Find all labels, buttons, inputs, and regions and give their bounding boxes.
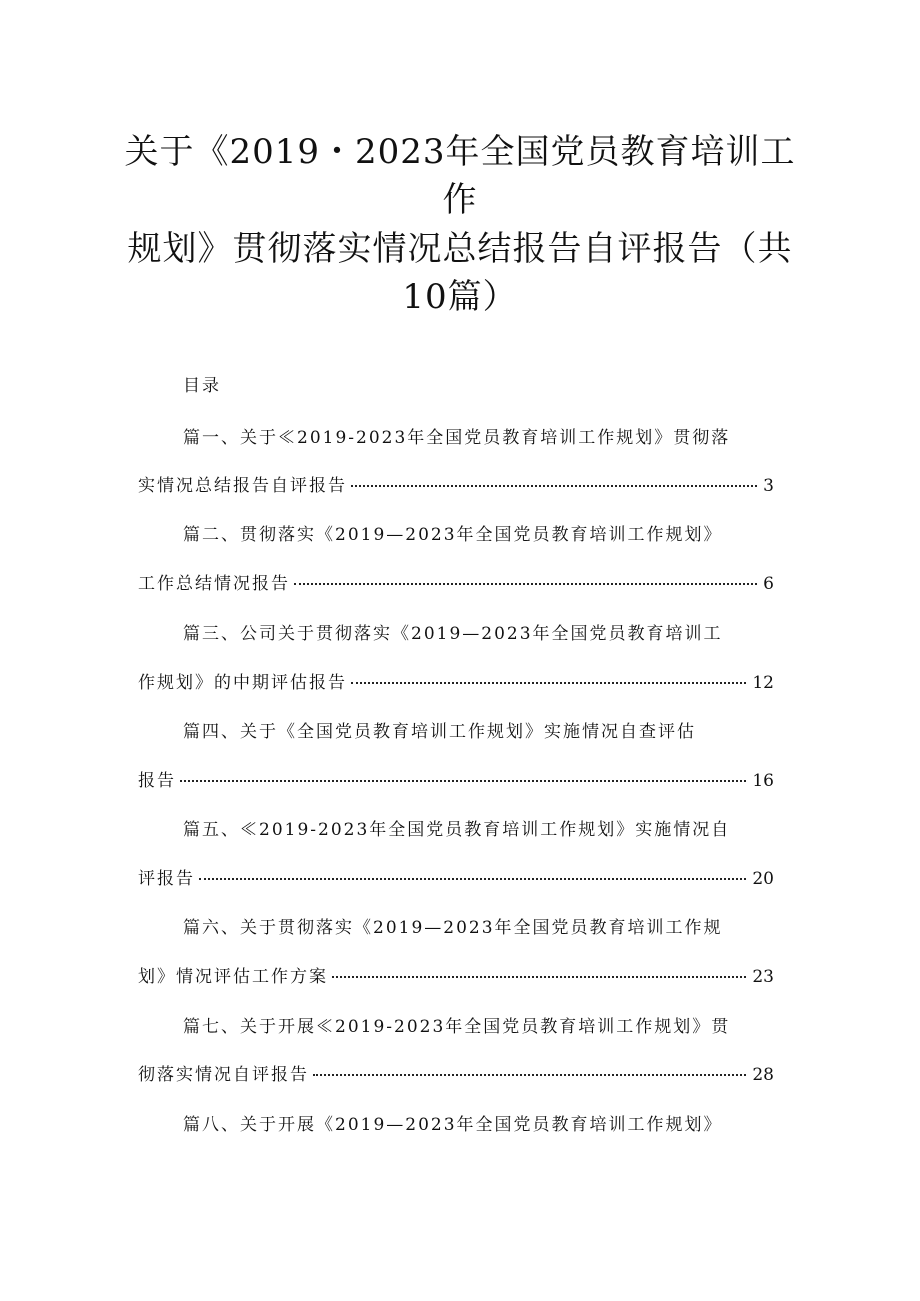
toc-entry-7-line-2[interactable] (138, 1061, 774, 1089)
toc-entry-1-page-number: 3 (763, 476, 774, 496)
toc-entry-6-line-2[interactable] (138, 963, 774, 991)
toc-entry-1-line-2[interactable] (138, 472, 774, 500)
toc-leader-dots (351, 483, 757, 487)
toc-entry-7-line-1: 篇七、关于开展≪2019-2023年全国党员教育培训工作规划》贯 (183, 1017, 731, 1037)
toc-entry-1-title-tail: 实情况总结报告自评报告 (138, 476, 347, 496)
toc-leader-dots (313, 1072, 746, 1076)
toc-entry-1-line-1: 篇一、关于≪2019-2023年全国党员教育培训工作规划》贯彻落 (183, 428, 731, 448)
toc-entry-5-page-number: 20 (752, 869, 774, 889)
toc-entry-3-line-2[interactable] (138, 669, 774, 697)
toc-leader-dots (332, 974, 746, 978)
toc-leader-dots (351, 680, 746, 684)
title-line-3: 规划》贯彻落实情况总结报告自评报告（共 (127, 228, 793, 269)
toc-entry-4-page-number: 16 (752, 771, 774, 791)
toc-entry-4-line-1: 篇四、关于《全国党员教育培训工作规划》实施情况自查评估 (183, 722, 696, 742)
document-title (120, 128, 800, 321)
toc-entry-3-line-1: 篇三、公司关于贯彻落实《2019—2023年全国党员教育培训工 (183, 624, 723, 644)
toc-leader-dots (180, 778, 746, 782)
toc-entry-6-line-1: 篇六、关于贯彻落实《2019—2023年全国党员教育培训工作规 (183, 918, 723, 938)
title-line-2: 作 (442, 180, 478, 221)
toc-entry-4-line-2[interactable] (138, 767, 774, 795)
toc-leader-dots (199, 876, 746, 880)
toc-entry-6-title-tail: 划》情况评估工作方案 (138, 967, 328, 987)
title-line-4: 10篇） (402, 276, 518, 317)
title-line-1: 关于《2019・2023年全国党员教育培训工 (124, 132, 796, 172)
toc-entry-2-page-number: 6 (763, 574, 774, 594)
toc-entry-5-line-1: 篇五、≪2019-2023年全国党员教育培训工作规划》实施情况自 (183, 820, 731, 840)
toc-leader-dots (294, 581, 757, 585)
toc-entry-8-line-1: 篇八、关于开展《2019—2023年全国党员教育培训工作规划》 (183, 1115, 723, 1135)
toc-entry-4-title-tail: 报告 (138, 771, 176, 791)
toc-entry-6-page-number: 23 (752, 967, 774, 987)
toc-heading: 目录 (183, 376, 221, 396)
toc-entry-3-title-tail: 作规划》的中期评估报告 (138, 673, 347, 693)
toc-entry-7-page-number: 28 (752, 1065, 774, 1085)
toc-entry-5-title-tail: 评报告 (138, 869, 195, 889)
toc-entry-5-line-2[interactable] (138, 865, 774, 893)
toc-entry-2-line-1: 篇二、贯彻落实《2019—2023年全国党员教育培训工作规划》 (183, 525, 723, 545)
toc-entry-2-line-2[interactable] (138, 570, 774, 598)
toc-entry-2-title-tail: 工作总结情况报告 (138, 574, 290, 594)
toc-entry-7-title-tail: 彻落实情况自评报告 (138, 1065, 309, 1085)
toc-entry-3-page-number: 12 (752, 673, 774, 693)
